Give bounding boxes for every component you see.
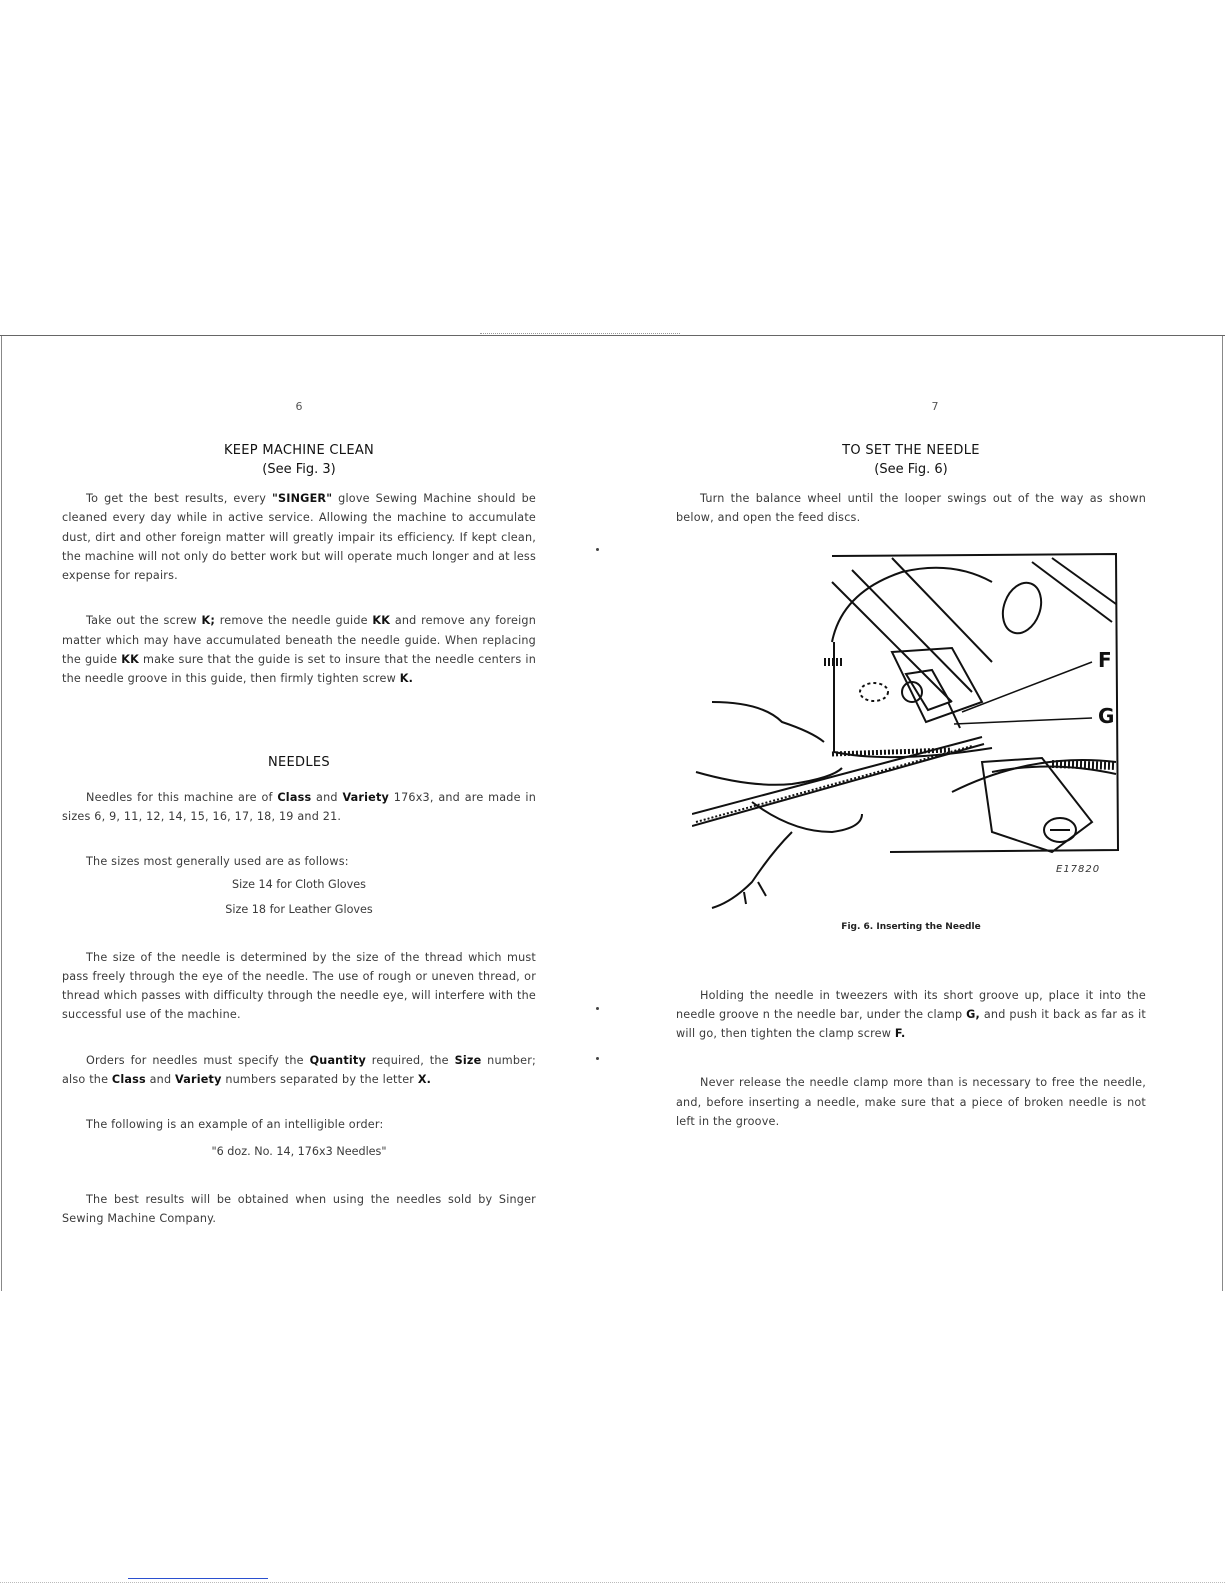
size-line: Size 18 for Leather Gloves — [225, 902, 373, 916]
section-title-set-needle: TO SET THE NEEDLE — [842, 443, 980, 458]
page-top-edge — [0, 335, 1225, 336]
scan-speck — [596, 1007, 599, 1010]
right-page — [676, 400, 1146, 1131]
needle-illustration — [692, 552, 1132, 912]
page-top-edge-fade — [480, 333, 680, 334]
paragraph: Orders for needles must specify the Quantity required, the Size number; also the Class and Variety numbers separated by the letter X. — [62, 1053, 536, 1087]
bottom-edge — [0, 1582, 1225, 1583]
page-number: 7 — [931, 400, 939, 413]
paragraph: The size of the needle is determined by the size of the thread which must pass freely through the eye of the needle. The use of rough or uneven thread, or thread which passes with difficulty through the needle eye, will interfere with the successful use of the machine. — [62, 950, 536, 1022]
size-line: Size 14 for Cloth Gloves — [231, 877, 366, 891]
paragraph: Holding the needle in tweezers with its short groove up, place it into the needle groove n the needle bar, under the clamp G, and push it back as far as it will go, then tighten the clamp screw F. — [676, 988, 1146, 1041]
section-subtitle: (See Fig. 6) — [874, 462, 948, 477]
paragraph: To get the best results, every "SINGER" glove Sewing Machine should be cleaned every day while in active service. Allowing the machine to accumulate dust, dirt and other foreign matter will greatly impair its efficiency. If kept clean, the machine will not only do better work but will operate much longer and at less expense for repairs. — [62, 492, 536, 583]
paragraph: Needles for this machine are of Class and Variety 176x3, and are made in sizes 6, 9, 11, 12, 14, 15, 16, 17, 18, 19 and 21. — [62, 790, 536, 823]
label-f: F — [1098, 647, 1112, 672]
left-page — [62, 400, 536, 1228]
label-g: G — [1098, 703, 1115, 728]
paragraph: The best results will be obtained when using the needles sold by Singer Sewing Machine Company. — [62, 1192, 536, 1225]
left-page-edge — [1, 336, 2, 1291]
bottom-link-underline — [128, 1578, 268, 1579]
figure-inserting-needle — [692, 552, 1132, 912]
scan-speck — [596, 1057, 599, 1060]
section-subtitle: (See Fig. 3) — [262, 462, 336, 477]
section-title-needles: NEEDLES — [268, 754, 330, 770]
paragraph: The sizes most generally used are as follows: — [86, 855, 349, 869]
paragraph: Turn the balance wheel until the looper swings out of the way as shown below, and open the feed discs. — [676, 492, 1146, 525]
paragraph: Never release the needle clamp more than is necessary to free the needle, and, before inserting a needle, make sure that a piece of broken needle is not left in the groove. — [676, 1076, 1146, 1129]
figure-code: E17820 — [1056, 863, 1101, 875]
section-title-keep-clean: KEEP MACHINE CLEAN — [223, 443, 375, 458]
order-example: "6 doz. No. 14, 176x3 Needles" — [211, 1144, 387, 1158]
right-page-edge — [1222, 336, 1223, 1291]
page-number: 6 — [295, 400, 303, 413]
scan-speck — [596, 548, 599, 551]
figure-caption: Fig. 6. Inserting the Needle — [841, 921, 981, 932]
paragraph: The following is an example of an intelligible order: — [86, 1118, 384, 1132]
paragraph: Take out the screw K; remove the needle guide KK and remove any foreign matter which may have accumulated beneath the needle guide. When replacing the guide KK make sure that the guide is set to insure that the needle centers in the needle groove in this guide, then firmly tighten screw K. — [62, 614, 537, 686]
